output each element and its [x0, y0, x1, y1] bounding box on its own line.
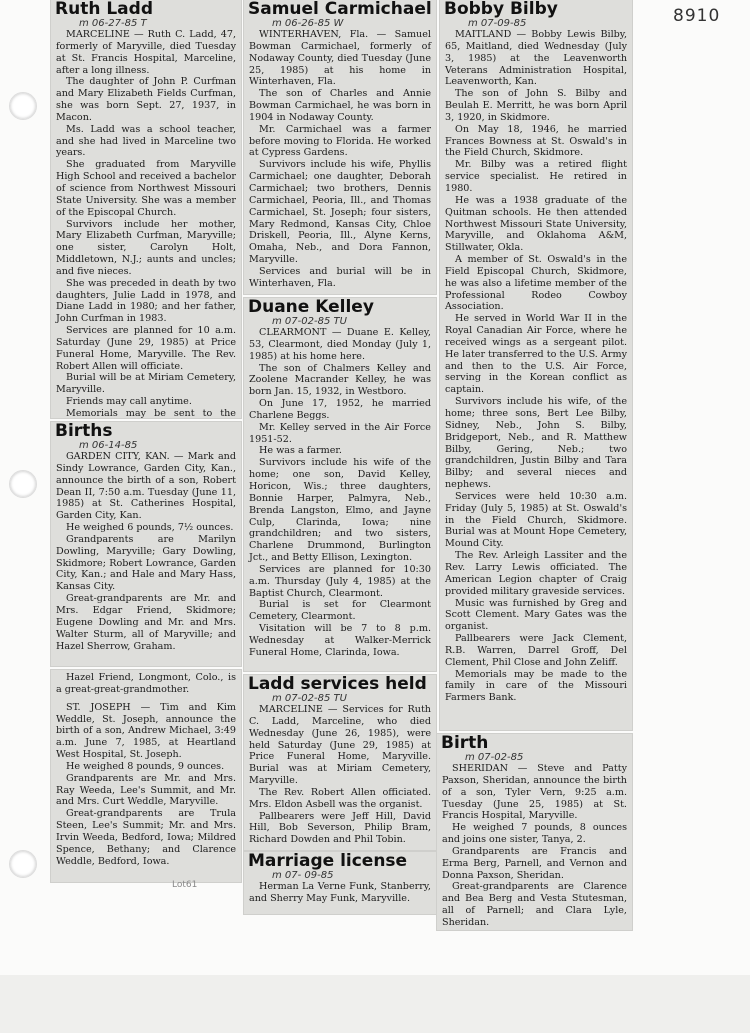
paragraph: He was a farmer. — [259, 445, 342, 457]
paragraph: She was preceded in death by two daughters, Julie Ladd in 1978, and Diane Ladd in 1980; and her father, John Curfman in 1983. — [56, 277, 236, 325]
handwritten-date: m 07-02-85 — [465, 752, 524, 763]
paragraph: Grandparents are Francis and Erma Berg, Parnell, and Vernon and Donna Paxson, Sheridan. — [442, 845, 627, 881]
clipping-duane-kelley — [244, 298, 436, 671]
paragraph: MAITLAND — Bobby Lewis Bilby, 65, Maitland, died Wednesday (July 3, 1985) at the Leavenworth Veterans Administration Hospital, Leavenworth, Kan. — [445, 29, 627, 88]
paragraph: Grandparents are Mr. and Mrs. Ray Weeda, Lee's Summit, and Mr. and Mrs. Curt Weddle, Maryville. — [56, 772, 236, 808]
headline: Samuel Carmichael — [248, 0, 432, 19]
paragraph: The son of John S. Bilby and Beulah E. Merritt, he was born April 3, 1920, in Skidmore. — [445, 88, 627, 123]
paragraph: Burial will be at Miriam Cemetery, Maryville. — [56, 372, 236, 396]
paragraph: CLEARMONT — Duane E. Kelley, 53, Clearmont, died Monday (July 1, 1985) at his home here. — [249, 327, 431, 362]
headline: Bobby Bilby — [444, 0, 558, 19]
page-number: 8910 — [673, 6, 721, 26]
paragraph: MARCELINE — Ruth C. Ladd, 47, formerly of Maryville, died Tuesday at St. Francis Hospital, Marceline, after a long illness. — [56, 29, 236, 76]
paragraph: Services are planned for 10:30 a.m. Thursday (July 4, 1985) at the Baptist Church, Clearmont. — [249, 563, 431, 599]
binder-hole — [9, 470, 37, 498]
handwritten-date: m 07-09-85 — [468, 18, 527, 29]
paragraph: Survivors include his wife, of the home; three sons, Bert Lee Bilby, Sidney, Neb., John S. Bilby, Bridgeport, Neb., and R. Matthew Bilby, Gering, Neb.; two grandchildren, Justin Bilby and Tara Bilby; and several nieces and nephews. — [445, 396, 627, 491]
article-body — [244, 327, 436, 659]
paragraph: WINTERHAVEN, Fla. — Samuel Bowman Carmichael, formerly of Nodaway County, died Tuesday (June 25, 1985) at his home in Winterhaven, Fla. — [249, 29, 431, 88]
paragraph: GARDEN CITY, KAN. — Mark and Sindy Lowrance, Garden City, Kan., announce the birth of a son, Robert Dean II, 7:50 a.m. Tuesday (June 11, 1985) at St. Catherines Hospital, Garden City, Kan. — [56, 451, 236, 522]
article-body — [244, 881, 436, 905]
paragraph: Music was furnished by Greg and Scott Clement. Mary Gates was the organist. — [445, 597, 627, 633]
paragraph: Great-grandparents are Mr. and Mrs. Edgar Friend, Skidmore; Eugene Dowling and Mr. and Mrs. Walter Sturm, all of Maryville; and Hazel Sherrow, Graham. — [56, 593, 236, 652]
article-body — [437, 763, 632, 929]
article-body — [244, 29, 436, 290]
handwritten-date: m 07-02-85 TU — [272, 693, 347, 704]
paragraph: Burial is set for Clearmont Cemetery, Clearmont. — [249, 599, 431, 623]
clipping-birth-paxson — [437, 734, 632, 930]
headline: Marriage license — [248, 852, 408, 871]
clipping-ruth-ladd — [51, 0, 241, 418]
paragraph: Survivors include her mother, Mary Elizabeth Curfman, Maryville; one sister, Carolyn Holt, Middletown, N.J.; aunts and uncles; and five nieces. — [56, 218, 236, 277]
paragraph: Great-grandparents are Trula Steen, Lee's Summit; Mr. and Mrs. Irvin Weeda, Bedford, Iowa; Mildred Spence, Bethany; and Clarence Weddle, Bedford, Iowa. — [56, 808, 236, 867]
clipping-marriage-license — [244, 852, 436, 914]
headline: Ladd services held — [248, 675, 427, 694]
clipping-births-weddle — [51, 670, 241, 882]
handwritten-date: m 07-02-85 TU — [272, 316, 347, 327]
article-body — [51, 29, 241, 418]
paragraph: The Rev. Robert Allen officiated. Mrs. Eldon Asbell was the organist. — [249, 786, 431, 810]
handwritten-date: m 06-14-85 — [79, 440, 138, 451]
paragraph: Pallbearers were Jeff Hill, David Hill, Bob Severson, Philip Bram, Richard Dowden and Phil Tobin. — [249, 810, 431, 846]
paragraph: SHERIDAN — Steve and Patty Paxson, Sheridan, announce the birth of a son, Tyler Vern, 9:25 a.m. Tuesday (June 25, 1985) at St. Francis Hospital, Maryville. — [442, 763, 627, 822]
paragraph: A member of St. Oswald's in the Field Episcopal Church, Skidmore, he was also a lifetime member of the Professional Rodeo Cowboy Association. — [445, 254, 627, 313]
paragraph: Services were held 10:30 a.m. Friday (July 5, 1985) at St. Oswald's in the Field Church, Skidmore. Burial was at Mount Hope Cemetery, Mound City. — [445, 490, 627, 550]
paragraph: Mr. Kelley served in the Air Force 1951-52. — [249, 421, 431, 445]
headline: Ruth Ladd — [55, 0, 153, 19]
clipping-ladd-services — [244, 675, 436, 850]
paragraph: Memorials may be sent to the — [66, 408, 236, 418]
article-body — [244, 704, 436, 846]
paragraph: Visitation will be 7 to 8 p.m. Wednesday at Walker-Merrick Funeral Home, Clarinda, Iowa. — [249, 623, 431, 658]
paragraph: The Rev. Arleigh Lassiter and the Rev. Larry Lewis officiated. The American Legion chapter of Craig provided military graveside services. — [445, 550, 627, 597]
paragraph: The son of Charles and Annie Bowman Carmichael, he was born in 1904 in Nodaway County. — [249, 88, 431, 123]
paragraph: Mr. Carmichael was a farmer before moving to Florida. He worked at Cypress Gardens. — [249, 123, 431, 159]
binder-hole — [9, 850, 37, 878]
paragraph: MARCELINE — Services for Ruth C. Ladd, Marceline, who died Wednesday (June 26, 1985), were held Saturday (June 29, 1985) at Price Funeral Home, Maryville. Burial was at Miriam Cemetery, Maryville. — [249, 704, 431, 787]
paragraph: He weighed 6 pounds, 7½ ounces. — [66, 522, 234, 534]
paragraph: The son of Chalmers Kelley and Zoolene Macrander Kelley, he was born Jan. 15, 1932, in Westboro. — [249, 362, 431, 398]
handwritten-date: m 07- 09-85 — [272, 870, 334, 881]
paragraph: ST. JOSEPH — Tim and Kim Weddle, St. Joseph, announce the birth of a son, Andrew Michael, 3:49 a.m. June 7, 1985, at Heartland West Hospital, St. Joseph. — [56, 701, 236, 761]
clipping-samuel-carmichael — [244, 0, 436, 294]
paragraph: He weighed 8 pounds, 9 ounces. — [66, 760, 225, 772]
paragraph: He weighed 7 pounds, 8 ounces and joins one sister, Tanya, 2. — [442, 822, 627, 846]
paragraph: Hazel Friend, Longmont, Colo., is a great-great-grandmother. — [56, 672, 236, 695]
article-body — [51, 670, 241, 868]
paragraph: Great-grandparents are Clarence and Bea Berg and Vesta Stutesman, all of Parnell; and Clara Lyle, Sheridan. — [442, 881, 627, 928]
paragraph: Friends may call anytime. — [66, 396, 192, 408]
paragraph: He served in World War II in the Royal Canadian Air Force, where he received wings as a sergeant pilot. He later transferred to the U.S. Army and then to the U.S. Air Force, serving in the Korean conflict as captain. — [445, 313, 627, 396]
paragraph: Memorials may be made to the family in care of the Missouri Farmers Bank. — [445, 668, 627, 704]
scan-bottom-margin — [0, 975, 750, 1033]
paragraph: Services are planned for 10 a.m. Saturday (June 29, 1985) at Price Funeral Home, Maryville. The Rev. Robert Allen will officiate. — [56, 325, 236, 372]
paragraph: Survivors include his wife, Phyllis Carmichael; one daughter, Deborah Carmichael; two brothers, Dennis Carmichael, Peoria, Ill., and Thomas Carmichael, St. Joseph; four sisters, Mary Redmond, Kansas City, Chloe Driskell, Peoria, Ill., Alyne Kerns, Omaha, Neb., and Dora Fannon, Maryville. — [249, 159, 431, 266]
paragraph: Mr. Bilby was a retired flight service specialist. He retired in 1980. — [445, 159, 627, 194]
binder-hole — [9, 92, 37, 120]
headline: Birth — [441, 734, 489, 753]
footer-mark: Lot61 — [172, 880, 198, 890]
handwritten-date: m 06-26-85 W — [272, 18, 344, 29]
clipping-births-lowrance — [51, 422, 241, 666]
article-body — [51, 451, 241, 652]
paragraph: Pallbearers were Jack Clement, R.B. Warren, Darrel Groff, Del Clement, Phil Close and John Zeliff. — [445, 633, 627, 668]
headline: Births — [55, 422, 113, 441]
clipping-bobby-bilby — [440, 0, 632, 730]
paragraph: On June 17, 1952, he married Charlene Beggs. — [249, 398, 431, 421]
handwritten-date: m 06-27-85 T — [79, 18, 147, 29]
paragraph: He was a 1938 graduate of the Quitman schools. He then attended Northwest Missouri State University, Maryville, and Oklahoma A&M, Stillwater, Okla. — [445, 194, 627, 254]
paragraph: On May 18, 1946, he married Frances Bowness at St. Oswald's in the Field Church, Skidmore. — [445, 123, 627, 159]
paragraph: Survivors include his wife of the home; one son, David Kelley, Horicon, Wis.; three daughters, Bonnie Harper, Palmyra, Neb., Brenda Langston, Elmo, and Jayne Culp, Clarinda, Iowa; nine grandchildren; and two sisters, Charlene Drummond, Burlington Jct., and Betty Ellison, Lexington. — [249, 457, 431, 564]
paragraph: Ms. Ladd was a school teacher, and she had lived in Marceline two years. — [56, 123, 236, 159]
paragraph: Services and burial will be in Winterhaven, Fla. — [249, 265, 431, 289]
paragraph: Grandparents are Marilyn Dowling, Maryville; Gary Dowling, Skidmore; Robert Lowrance, Garden City, Kan.; and Hale and Mary Hass, Kansas City. — [56, 533, 236, 593]
article-body — [440, 29, 632, 704]
paragraph: Herman La Verne Funk, Stanberry, and Sherry May Funk, Maryville. — [249, 881, 431, 904]
paragraph: The daughter of John P. Curfman and Mary Elizabeth Fields Curfman, she was born Sept. 27, 1937, in Macon. — [56, 76, 236, 123]
headline: Duane Kelley — [248, 298, 374, 317]
paragraph: She graduated from Maryville High School and received a bachelor of science from Northwest Missouri State University. She was a member of the Episcopal Church. — [56, 159, 236, 218]
